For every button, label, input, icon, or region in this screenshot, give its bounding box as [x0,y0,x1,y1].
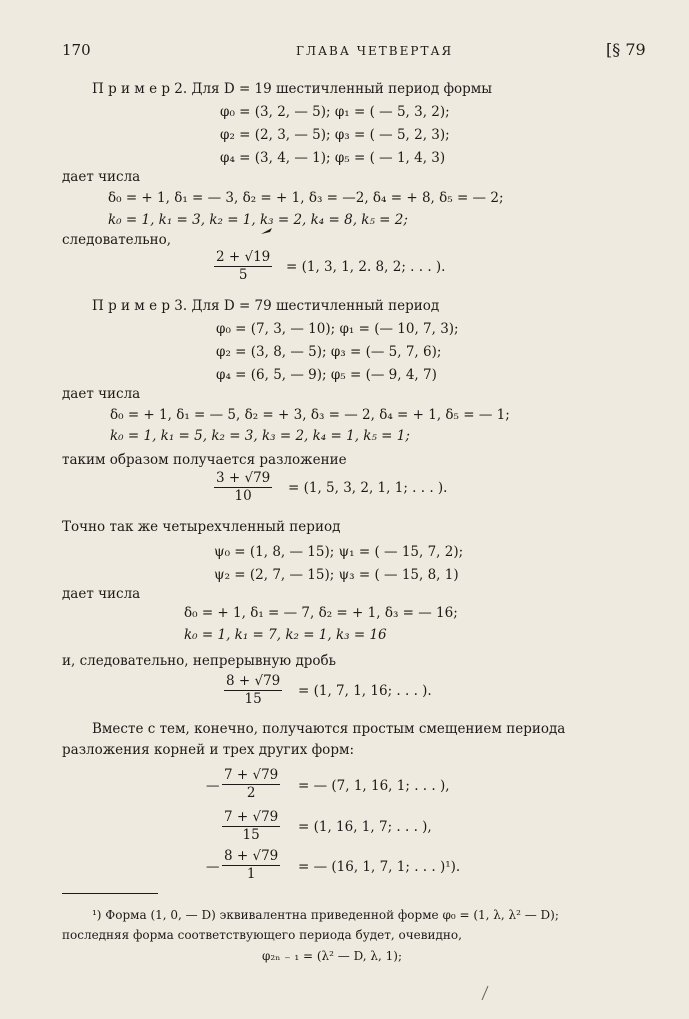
footnote-line-2: последняя форма соответствующего периода будет, очевидно, [62,928,462,942]
equation-1-fraction [222,768,280,801]
four-term-fraction [224,674,282,707]
footnote-divider [62,893,158,894]
example-2-k-row: k₀ = 1, k₁ = 3, k₂ = 1, k₃ = 2, k₄ = 8, k₅ = 2; [108,212,408,228]
equation-1-continued-fraction: = — (7, 1, 16, 1; . . . ), [298,778,450,794]
also-paragraph-line-2: разложения корней и трех других форм: [62,742,355,758]
example-2-heading: П р и м е р 2. Для D = 19 шестичленный период формы [92,81,493,97]
equation-3-continued-fraction: = — (16, 1, 7, 1; . . . )¹). [298,859,461,875]
example-2-therefore: следовательно, [62,232,172,248]
four-term-forms-row-2: ψ₂ = (2, 7, — 15); ψ₃ = ( — 15, 8, 1) [214,567,459,583]
equation-3-fraction [222,849,280,882]
four-term-fraction-denominator: 15 [244,691,262,707]
page-number: 170 [62,41,91,59]
four-term-fraction-numerator: 8 + √79 [226,673,281,689]
footnote-line-3: φ₂ₙ ₋ ₁ = (λ² — D, λ, 1); [262,949,403,963]
also-paragraph-line-1: Вместе с тем, конечно, получаются простым смещением периода [92,721,566,737]
equation-2-fraction [222,810,280,843]
example-3-forms-row-1: φ₀ = (7, 3, — 10); φ₁ = (— 10, 7, 3); [216,321,459,337]
example-3-k-row: k₀ = 1, k₁ = 5, k₂ = 3, k₃ = 2, k₄ = 1, k₅ = 1; [110,428,410,444]
equation-2-fraction-denominator: 15 [242,827,260,843]
example-2-fraction-denominator: 5 [238,267,248,283]
example-2-gives-numbers: дает числа [62,169,141,185]
section-number: [§ 79 [606,40,646,59]
example-3-continued-fraction: = (1, 5, 3, 2, 1, 1; . . . ). [288,480,448,496]
ink-blot-mark [260,226,274,236]
four-term-k-row: k₀ = 1, k₁ = 7, k₂ = 1, k₃ = 16 [184,627,387,643]
example-3-gives-numbers: дает числа [62,386,141,402]
example-3-heading: П р и м е р 3. Для D = 79 шестичленный период [92,298,440,314]
equation-1-fraction-numerator: 7 + √79 [224,767,279,783]
four-term-forms-row-1: ψ₀ = (1, 8, — 15); ψ₁ = ( — 15, 7, 2); [214,544,464,560]
equation-3-fraction-denominator: 1 [246,866,256,882]
equation-3-fraction-numerator: 8 + √79 [224,848,279,864]
example-3-forms-row-2: φ₂ = (3, 8, — 5); φ₃ = (— 5, 7, 6); [216,344,442,360]
four-term-therefore: и, следовательно, непрерывную дробь [62,653,337,669]
four-term-continued-fraction: = (1, 7, 1, 16; . . . ). [298,683,432,699]
four-term-delta-row: δ₀ = + 1, δ₁ = — 7, δ₂ = + 1, δ₃ = — 16; [184,605,458,621]
example-2-forms-row-3: φ₄ = (3, 4, — 1); φ₅ = ( — 1, 4, 3) [220,150,446,166]
equation-3-sign: — [206,859,220,875]
example-3-thus: таким образом получается разложение [62,452,347,468]
example-3-forms-row-3: φ₄ = (6, 5, — 9); φ₅ = (— 9, 4, 7) [216,367,437,383]
example-2-forms-row-1: φ₀ = (3, 2, — 5); φ₁ = ( — 5, 3, 2); [220,104,450,120]
example-3-fraction-numerator: 3 + √79 [216,470,271,486]
pencil-stroke-mark [480,985,490,1001]
equation-2-continued-fraction: = (1, 16, 1, 7; . . . ), [298,819,432,835]
example-3-fraction-denominator: 10 [234,488,252,504]
example-2-fraction-numerator: 2 + √19 [216,249,271,265]
four-term-heading: Точно так же четырехчленный период [62,519,341,535]
chapter-title: ГЛАВА ЧЕТВЕРТАЯ [296,44,454,58]
example-2-forms-row-2: φ₂ = (2, 3, — 5); φ₃ = ( — 5, 2, 3); [220,127,450,143]
four-term-gives-numbers: дает числа [62,586,141,602]
equation-1-sign: — [206,778,220,794]
example-2-delta-row: δ₀ = + 1, δ₁ = — 3, δ₂ = + 1, δ₃ = —2, δ₄ = + 8, δ₅ = — 2; [108,190,504,206]
equation-1-fraction-denominator: 2 [246,785,256,801]
footnote-line-1: ¹) Форма (1, 0, — D) эквивалентна приведенной форме φ₀ = (1, λ, λ² — D); [92,908,559,922]
equation-2-fraction-numerator: 7 + √79 [224,809,279,825]
example-3-delta-row: δ₀ = + 1, δ₁ = — 5, δ₂ = + 3, δ₃ = — 2, δ₄ = + 1, δ₅ = — 1; [110,407,510,423]
example-2-fraction [214,250,272,283]
example-2-continued-fraction: = (1, 3, 1, 2. 8, 2; . . . ). [286,259,446,275]
example-3-fraction [214,471,272,504]
